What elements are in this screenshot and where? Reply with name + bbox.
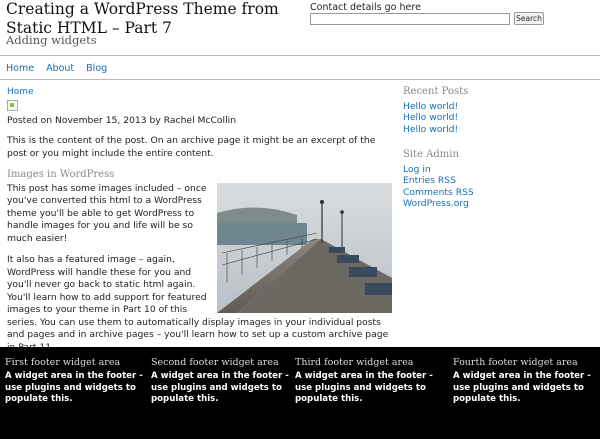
site-admin-title: Site Admin — [403, 149, 459, 160]
sidebar — [403, 86, 593, 224]
footer-widget-text: A widget area in the footer - use plugins and widgets to populate this. — [295, 371, 433, 404]
site-title[interactable]: Creating a WordPress Theme from Static HTML – Part 7 — [6, 0, 279, 37]
admin-link-comments-rss[interactable]: Comments RSS — [403, 186, 474, 198]
pier-photo — [217, 183, 392, 313]
nav-item-home[interactable]: Home — [6, 63, 35, 74]
footer — [0, 347, 600, 439]
contact-details: Contact details go here — [310, 2, 421, 13]
recent-posts-list — [403, 101, 593, 136]
post-intro: This is the content of the post. On an archive page it might be an excerpt of the post or you might include the entire content. — [7, 135, 376, 159]
footer-widget-3 — [295, 357, 440, 406]
post-meta: Posted on November 15, 2013 by Rachel McCollin — [7, 114, 237, 126]
footer-widget-title: Third footer widget area — [295, 357, 414, 368]
footer-widget-4 — [453, 357, 598, 406]
recent-post-item[interactable]: Hello world! — [403, 123, 459, 135]
site-description: Adding widgets — [6, 33, 97, 47]
recent-posts-title: Recent Posts — [403, 86, 469, 97]
post-subheading: Images in WordPress — [7, 169, 115, 180]
main-nav — [6, 63, 107, 74]
admin-link-login[interactable]: Log in — [403, 163, 431, 175]
post-content — [7, 86, 395, 363]
footer-widget-title: First footer widget area — [5, 357, 121, 368]
post-paragraph-2: It also has a featured image – again, WordPress will handle these for you and you'll never go back to static html again. You'll learn how to add support for featured images to your theme in Part 10 of this series. You can use them to automatically display images in your individual posts and pages and in archive pages – you'll learn how to set up a custom archive page — [7, 254, 389, 340]
recent-post-item[interactable]: Hello world! — [403, 100, 459, 112]
nav-item-about[interactable]: About — [46, 63, 75, 74]
footer-widget-text: A widget area in the footer - use plugins and widgets to populate this. — [151, 371, 289, 404]
footer-widget-1 — [5, 357, 150, 406]
footer-widget-title: Second footer widget area — [151, 357, 279, 368]
footer-widget-title: Fourth footer widget area — [453, 357, 578, 368]
footer-widget-2 — [151, 357, 296, 406]
site-admin-list — [403, 164, 593, 210]
search-input[interactable] — [310, 13, 510, 25]
admin-link-wordpress-org[interactable]: WordPress.org — [403, 198, 469, 209]
footer-widget-text: A widget area in the footer - use plugins and widgets to populate this. — [453, 371, 591, 404]
recent-post-item[interactable]: Hello world! — [403, 112, 459, 123]
admin-link-entries-rss[interactable]: Entries RSS — [403, 175, 456, 186]
broken-image-icon — [7, 100, 18, 111]
search-button[interactable]: Search — [514, 12, 544, 25]
footer-widget-text: A widget area in the footer - use plugins and widgets to populate this. — [5, 371, 143, 404]
breadcrumb[interactable]: Home — [7, 87, 34, 97]
post-paragraph-1: This post has some images included – once you've converted this html to a WordPress theme you'll be able to get WordPress to handle images for you and life will be so much easier! — [7, 182, 207, 244]
nav-item-blog[interactable]: Blog — [86, 63, 108, 74]
nav-divider — [0, 79, 600, 80]
header-divider — [0, 55, 600, 56]
